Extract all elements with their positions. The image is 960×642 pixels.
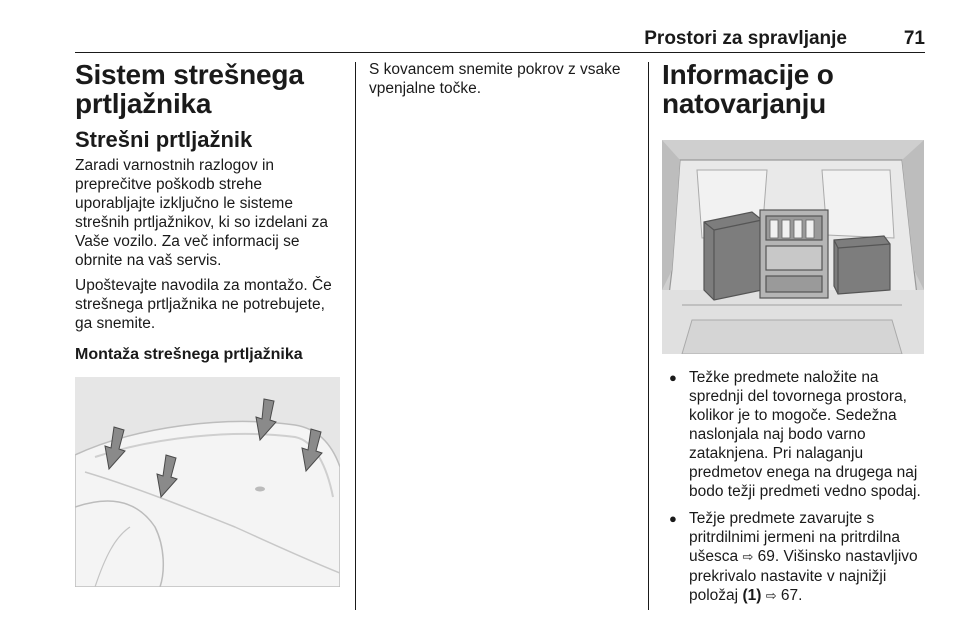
list-item-text: . Višinsko nastavljivo prekrivalo nastavite v najnižji položaj: [689, 548, 918, 604]
column-right: [662, 60, 930, 614]
bullet-icon: ●: [669, 511, 677, 526]
subheading: Strešni prtljažnik: [75, 127, 253, 152]
loading-tips-list: [662, 368, 930, 606]
page-reference-arrow-icon: ⇨: [742, 550, 754, 565]
page-number: 71: [903, 28, 925, 49]
list-item-text: Težje predmete zavarujte s pritrdilnimi jermeni na pritrdilna ušesca: [689, 510, 901, 565]
section-heading: Sistem strešnega prtljažnika: [75, 59, 304, 119]
page-header: [75, 26, 925, 53]
page-reference-arrow-icon: ⇨: [765, 589, 777, 604]
paragraph: Upoštevajte navodila za montažo. Če strešnega prtljažnika ne potrebujete, ga snemite.: [75, 277, 332, 332]
list-item: [662, 509, 930, 606]
paragraph: Zaradi varnostnih razlogov in preprečitve poškodb strehe uporabljajte izključno le sisteme strešnih prtljažnikov, ki so izdelani za Vaše vozilo. Za več informacij se obrnite na vaš servis.: [75, 157, 328, 269]
cargo-area-illustration: [662, 140, 924, 354]
cargo-loading-image: [662, 140, 924, 354]
paragraph: S kovancem snemite pokrov z vsake vpenjalne točke.: [369, 61, 621, 97]
column-divider: [648, 62, 649, 610]
position-label: (1): [742, 587, 762, 604]
column-left: [75, 60, 345, 587]
list-item-text: Težke predmete naložite na sprednji del tovornega prostora, kolikor je to mogoče. Sedežna naslonjala naj bodo varno zataknjena. Pri nalaganju predmetov enega na drugega naj bodo težji predmeti vedno spodaj.: [689, 369, 921, 500]
list-item: [662, 368, 930, 501]
section-heading: Informacije o natovarjanju: [662, 59, 834, 119]
car-roof-image: [75, 377, 340, 587]
column-divider: [355, 62, 356, 610]
subsubheading: Montaža strešnega prtljažnika: [75, 346, 303, 363]
list-item-text: .: [798, 587, 803, 604]
page-reference-link[interactable]: 67: [780, 587, 799, 604]
roof-rack-illustration: [75, 377, 340, 587]
page-reference-link[interactable]: 69: [757, 548, 775, 565]
bullet-icon: ●: [669, 370, 677, 385]
column-middle: [369, 60, 635, 104]
section-title: Prostori za spravljanje: [644, 28, 847, 49]
